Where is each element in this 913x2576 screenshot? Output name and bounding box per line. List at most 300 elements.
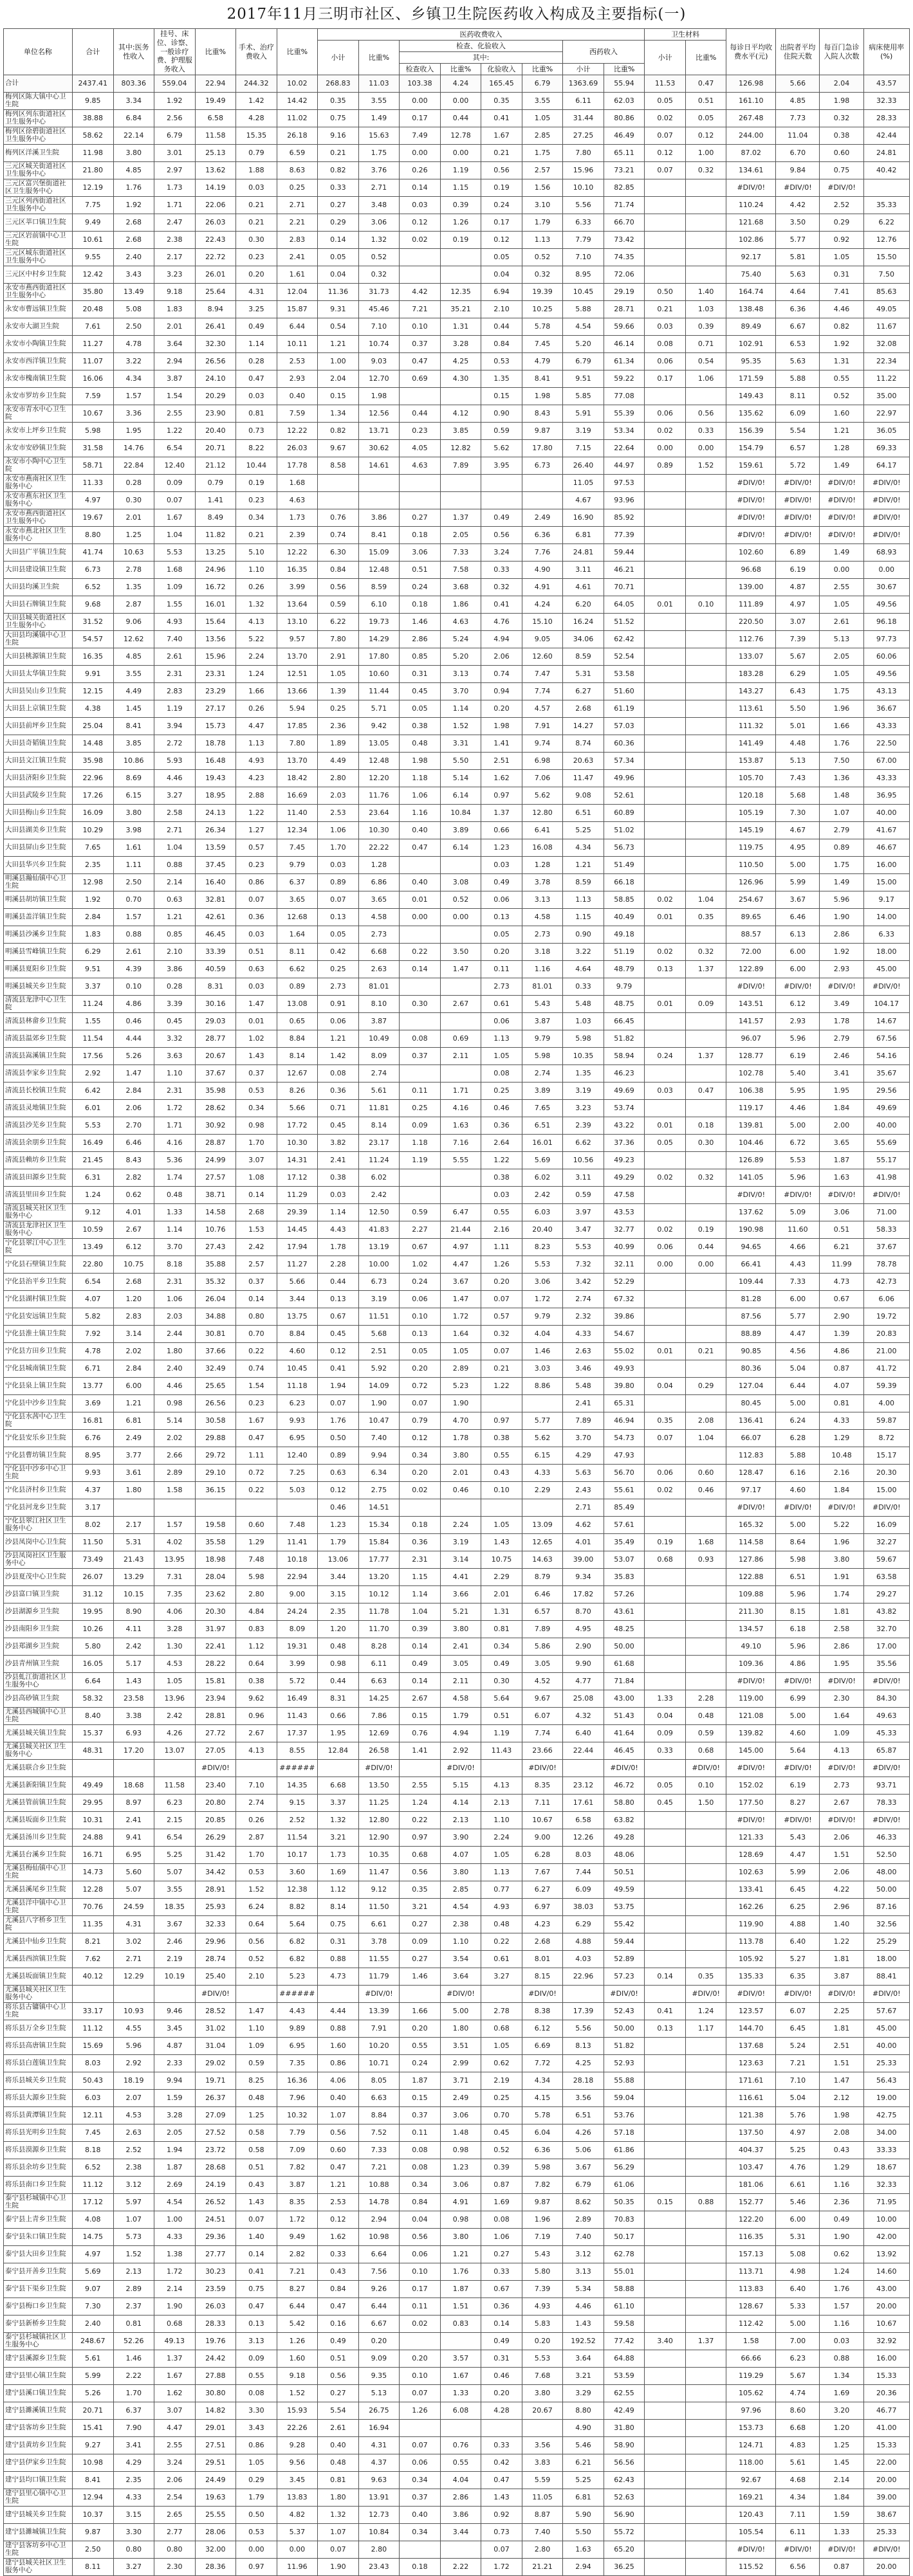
value-cell: 3.13 bbox=[563, 2263, 604, 2281]
value-cell: 6.00 bbox=[776, 944, 820, 961]
value-cell: 9.87 bbox=[522, 2194, 563, 2211]
value-cell: 0.40 bbox=[277, 388, 317, 405]
value-cell: 13.64 bbox=[277, 596, 317, 614]
value-cell: 4.15 bbox=[522, 2090, 563, 2107]
table-row bbox=[4, 214, 910, 232]
value-cell: 183.28 bbox=[726, 666, 776, 683]
value-cell: 6.57 bbox=[776, 440, 820, 457]
value-cell bbox=[154, 1499, 195, 1517]
value-cell: 4.54 bbox=[440, 1899, 481, 1916]
value-cell: 28.87 bbox=[195, 1135, 235, 1152]
value-cell: 5.67 bbox=[776, 2368, 820, 2385]
value-cell: 139.00 bbox=[726, 579, 776, 596]
value-cell: 5.97 bbox=[113, 2194, 154, 2211]
value-cell: 112.42 bbox=[726, 2316, 776, 2333]
table-row bbox=[4, 683, 910, 700]
value-cell: 10.67 bbox=[863, 2316, 909, 2333]
value-cell bbox=[686, 2437, 726, 2454]
value-cell: 2.69 bbox=[154, 2177, 195, 2194]
value-cell: 0.49 bbox=[235, 318, 277, 336]
value-cell bbox=[645, 1899, 686, 1916]
value-cell: 3.56 bbox=[522, 2437, 563, 2454]
value-cell: 5.68 bbox=[776, 787, 820, 805]
table-row bbox=[4, 2263, 910, 2281]
value-cell: 7.30 bbox=[776, 805, 820, 822]
value-cell: 9.03 bbox=[358, 353, 399, 370]
value-cell: 1.57 bbox=[113, 388, 154, 405]
value-cell: 0.03 bbox=[645, 318, 686, 336]
value-cell: 4.53 bbox=[113, 2107, 154, 2124]
value-cell: 0.59 bbox=[399, 1204, 440, 1221]
value-cell: 30.81 bbox=[195, 1326, 235, 1343]
value-cell: 20.85 bbox=[195, 1812, 235, 1829]
value-cell: 1.57 bbox=[154, 1517, 195, 1534]
value-cell: 25.04 bbox=[72, 718, 113, 735]
value-cell: 1.13 bbox=[235, 735, 277, 753]
value-cell: 3.55 bbox=[154, 1881, 195, 1899]
value-cell: 58.88 bbox=[604, 2281, 645, 2298]
value-cell bbox=[686, 2298, 726, 2316]
value-cell: 2.25 bbox=[820, 2003, 863, 2020]
value-cell: 11.54 bbox=[277, 1829, 317, 1847]
value-cell bbox=[399, 492, 440, 509]
value-cell bbox=[645, 2298, 686, 2316]
value-cell: 2.58 bbox=[820, 1621, 863, 1638]
value-cell: 0.14 bbox=[481, 2316, 522, 2333]
value-cell: 0.34 bbox=[399, 2472, 440, 2489]
value-cell: 0.56 bbox=[235, 1933, 277, 1951]
value-cell: 6.03 bbox=[72, 2090, 113, 2107]
value-cell: 11.78 bbox=[358, 1603, 399, 1621]
unit-name-cell: 泰宁县新桥乡卫生院 bbox=[4, 2316, 73, 2333]
value-cell: 139.82 bbox=[726, 1725, 776, 1742]
table-row bbox=[4, 718, 910, 735]
value-cell: 0.45 bbox=[317, 1117, 358, 1135]
value-cell: 0.49 bbox=[820, 2211, 863, 2229]
value-cell: 5.46 bbox=[563, 2437, 604, 2454]
unit-name-cell: 尤溪县西城镇中心卫生院 bbox=[4, 1708, 73, 1725]
value-cell: 0.29 bbox=[235, 2472, 277, 2489]
value-cell: 10.84 bbox=[358, 2524, 399, 2541]
value-cell bbox=[686, 2281, 726, 2298]
table-row bbox=[4, 1187, 910, 1204]
value-cell: 49.96 bbox=[604, 770, 645, 787]
value-cell: 5.43 bbox=[776, 1829, 820, 1847]
value-cell bbox=[235, 1499, 277, 1517]
table-row bbox=[4, 666, 910, 683]
value-cell: 6.40 bbox=[563, 1725, 604, 1742]
value-cell: 7.74 bbox=[522, 683, 563, 700]
value-cell bbox=[686, 1187, 726, 1204]
table-row bbox=[4, 1708, 910, 1725]
value-cell: 0.91 bbox=[317, 996, 358, 1013]
value-cell: 56.73 bbox=[604, 839, 645, 857]
value-cell: 1.34 bbox=[820, 2368, 863, 2385]
value-cell: 2.30 bbox=[820, 1690, 863, 1708]
value-cell: 0.52 bbox=[440, 891, 481, 909]
value-cell bbox=[686, 1881, 726, 1899]
value-cell: 13.07 bbox=[154, 1742, 195, 1760]
value-cell: 8.35 bbox=[277, 2194, 317, 2211]
value-cell: 2.67 bbox=[235, 1725, 277, 1742]
value-cell: 65.31 bbox=[604, 1395, 645, 1412]
value-cell: 3.24 bbox=[154, 2454, 195, 2472]
value-cell: #DIV/0! bbox=[820, 1673, 863, 1690]
value-cell: 6.52 bbox=[72, 579, 113, 596]
table-row bbox=[4, 2402, 910, 2420]
value-cell: 1.20 bbox=[113, 1291, 154, 1308]
value-cell: 7.10 bbox=[235, 1777, 277, 1795]
value-cell: 2.64 bbox=[481, 1135, 522, 1152]
value-cell: 30.23 bbox=[195, 2263, 235, 2281]
value-cell: 3.65 bbox=[277, 891, 317, 909]
value-cell: 0.84 bbox=[317, 562, 358, 579]
value-cell: 3.87 bbox=[277, 2177, 317, 2194]
value-cell: 4.43 bbox=[776, 1256, 820, 1274]
value-cell: 144.70 bbox=[726, 2020, 776, 2038]
value-cell: 0.37 bbox=[399, 336, 440, 353]
header-drug-subtotal: 小计 bbox=[563, 64, 604, 75]
value-cell: 102.78 bbox=[726, 1065, 776, 1082]
value-cell: 1.41 bbox=[399, 1742, 440, 1760]
value-cell: 7.74 bbox=[522, 1725, 563, 1742]
value-cell: 1.78 bbox=[317, 1239, 358, 1256]
unit-name-cell: 沙县夏茂中心卫生院 bbox=[4, 1569, 73, 1586]
table-row bbox=[4, 1534, 910, 1551]
value-cell: 6.89 bbox=[776, 544, 820, 562]
table-row bbox=[4, 700, 910, 718]
unit-name-cell: 将乐县南口乡卫生院 bbox=[4, 2177, 73, 2194]
value-cell: 0.38 bbox=[399, 718, 440, 735]
header-ratio-6: 比重% bbox=[604, 64, 645, 75]
value-cell: 0.52 bbox=[358, 249, 399, 266]
value-cell: 267.48 bbox=[726, 110, 776, 127]
value-cell: 0.97 bbox=[481, 787, 522, 805]
value-cell: 20.29 bbox=[195, 388, 235, 405]
value-cell: 25.64 bbox=[195, 284, 235, 301]
value-cell: 1.47 bbox=[440, 1291, 481, 1308]
value-cell: 6.54 bbox=[72, 1274, 113, 1291]
value-cell: 52.50 bbox=[863, 1847, 909, 1864]
value-cell: 1.46 bbox=[399, 1968, 440, 1986]
value-cell: 1.46 bbox=[399, 614, 440, 631]
value-cell: 4.24 bbox=[440, 75, 481, 93]
value-cell: 6.73 bbox=[522, 457, 563, 475]
value-cell: 60.89 bbox=[604, 805, 645, 822]
value-cell bbox=[686, 579, 726, 596]
value-cell: 6.25 bbox=[776, 1899, 820, 1916]
value-cell: 6.70 bbox=[776, 145, 820, 162]
table-row bbox=[4, 2281, 910, 2298]
value-cell: 2.61 bbox=[113, 944, 154, 961]
value-cell: #DIV/0! bbox=[863, 1673, 909, 1690]
unit-name-cell: 宁化县湖村镇卫生院 bbox=[4, 1291, 73, 1308]
value-cell: 10.47 bbox=[358, 1412, 399, 1430]
value-cell: 30.58 bbox=[195, 1412, 235, 1430]
value-cell: 0.47 bbox=[235, 370, 277, 388]
value-cell: 11.81 bbox=[358, 1100, 399, 1117]
value-cell: 0.00 bbox=[440, 93, 481, 110]
value-cell: 14.58 bbox=[195, 1204, 235, 1221]
value-cell: 2.57 bbox=[235, 1256, 277, 1274]
value-cell: 12.67 bbox=[277, 1065, 317, 1082]
value-cell: 12.62 bbox=[113, 631, 154, 648]
value-cell: 1.92 bbox=[113, 197, 154, 214]
value-cell: 1.06 bbox=[317, 822, 358, 839]
value-cell bbox=[645, 2524, 686, 2541]
value-cell: 0.21 bbox=[481, 1360, 522, 1378]
value-cell: 28.04 bbox=[195, 1569, 235, 1586]
report-sheet bbox=[3, 0, 910, 2576]
value-cell: 0.68 bbox=[645, 1551, 686, 1569]
value-cell: 12.04 bbox=[277, 284, 317, 301]
value-cell: 1.26 bbox=[399, 2402, 440, 2420]
value-cell: 3.80 bbox=[440, 1864, 481, 1881]
value-cell bbox=[686, 978, 726, 996]
value-cell: 4.48 bbox=[776, 735, 820, 753]
value-cell: 12.73 bbox=[358, 2507, 399, 2524]
value-cell: #DIV/0! bbox=[820, 1187, 863, 1204]
value-cell bbox=[686, 2316, 726, 2333]
value-cell: 5.24 bbox=[776, 2038, 820, 2055]
value-cell bbox=[645, 1603, 686, 1621]
value-cell: 1.73 bbox=[154, 179, 195, 197]
value-cell: 4.16 bbox=[154, 1135, 195, 1152]
value-cell: 0.03 bbox=[235, 179, 277, 197]
value-cell: 22.94 bbox=[195, 75, 235, 93]
value-cell: 1.43 bbox=[563, 2316, 604, 2333]
value-cell: 1.25 bbox=[113, 527, 154, 544]
value-cell: 19.73 bbox=[358, 614, 399, 631]
table-row bbox=[4, 753, 910, 770]
value-cell: 20.30 bbox=[863, 1465, 909, 1482]
value-cell: #DIV/0! bbox=[440, 1986, 481, 2003]
value-cell: 1.92 bbox=[820, 944, 863, 961]
value-cell: 66.07 bbox=[726, 1430, 776, 1447]
value-cell: 0.49 bbox=[481, 874, 522, 891]
value-cell: 6.33 bbox=[563, 214, 604, 232]
value-cell: 5.78 bbox=[522, 318, 563, 336]
value-cell: 165.32 bbox=[726, 1517, 776, 1534]
value-cell bbox=[686, 214, 726, 232]
value-cell: 10.11 bbox=[277, 336, 317, 353]
value-cell bbox=[686, 249, 726, 266]
value-cell: 0.18 bbox=[399, 596, 440, 614]
value-cell: #DIV/0! bbox=[726, 1986, 776, 2003]
value-cell: 7.30 bbox=[72, 2298, 113, 2316]
value-cell: 71.84 bbox=[604, 1673, 645, 1690]
value-cell: 32.33 bbox=[863, 93, 909, 110]
value-cell: 11.60 bbox=[776, 1221, 820, 1239]
value-cell: 248.67 bbox=[72, 2333, 113, 2350]
value-cell: 16.72 bbox=[195, 579, 235, 596]
header-inspect-income: 检查收入 bbox=[399, 64, 440, 75]
value-cell: 0.45 bbox=[481, 2124, 522, 2142]
value-cell: 2.97 bbox=[154, 162, 195, 179]
value-cell: 4.33 bbox=[113, 2489, 154, 2507]
value-cell: 0.81 bbox=[481, 1621, 522, 1638]
value-cell: 6.81 bbox=[563, 2489, 604, 2507]
value-cell: 10.75 bbox=[113, 1256, 154, 1274]
value-cell: 1.06 bbox=[686, 370, 726, 388]
value-cell: 0.20 bbox=[399, 1360, 440, 1378]
table-row bbox=[4, 1638, 910, 1656]
value-cell: 244.00 bbox=[726, 127, 776, 145]
value-cell: 0.75 bbox=[235, 2281, 277, 2298]
value-cell: 0.87 bbox=[820, 1360, 863, 1378]
value-cell: 0.24 bbox=[399, 579, 440, 596]
value-cell: 54.16 bbox=[863, 1048, 909, 1065]
value-cell: 16.00 bbox=[863, 2350, 909, 2368]
value-cell: 7.67 bbox=[522, 1864, 563, 1881]
value-cell: 1.05 bbox=[235, 2454, 277, 2472]
value-cell: 1.52 bbox=[440, 718, 481, 735]
value-cell: 24.24 bbox=[277, 1603, 317, 1621]
value-cell bbox=[440, 926, 481, 944]
value-cell: 5.68 bbox=[358, 1326, 399, 1343]
value-cell: 1.27 bbox=[235, 822, 277, 839]
value-cell: 5.15 bbox=[440, 1777, 481, 1795]
table-row bbox=[4, 457, 910, 475]
value-cell: 5.43 bbox=[522, 2246, 563, 2263]
value-cell: 1.05 bbox=[481, 2038, 522, 2055]
unit-name-cell: 清流县嵩溪镇卫生院 bbox=[4, 1048, 73, 1065]
value-cell: 1.24 bbox=[820, 2263, 863, 2281]
value-cell: 126.98 bbox=[726, 75, 776, 93]
value-cell: 0.04 bbox=[399, 2211, 440, 2229]
value-cell: 0.64 bbox=[235, 1916, 277, 1933]
value-cell: 15.33 bbox=[863, 2437, 909, 2454]
value-cell: 4.82 bbox=[277, 2507, 317, 2524]
value-cell: 15.84 bbox=[358, 1534, 399, 1551]
header-per-bed: 出院者平均住院天数 bbox=[776, 29, 820, 75]
value-cell: #DIV/0! bbox=[776, 2541, 820, 2559]
value-cell: 0.15 bbox=[399, 1708, 440, 1725]
value-cell: 0.12 bbox=[317, 1343, 358, 1360]
value-cell: 26.04 bbox=[195, 1291, 235, 1308]
value-cell: 152.02 bbox=[726, 1777, 776, 1795]
value-cell: 29.03 bbox=[195, 1013, 235, 1030]
value-cell bbox=[645, 1916, 686, 1933]
value-cell bbox=[440, 1187, 481, 1204]
value-cell: 3.10 bbox=[522, 197, 563, 214]
value-cell: 7.33 bbox=[358, 2142, 399, 2159]
value-cell: 4.86 bbox=[113, 996, 154, 1013]
value-cell: 6.47 bbox=[440, 1204, 481, 1221]
value-cell: 0.89 bbox=[317, 1447, 358, 1465]
value-cell: 4.90 bbox=[563, 2420, 604, 2437]
value-cell: 2.01 bbox=[481, 1586, 522, 1603]
value-cell: 113.61 bbox=[726, 700, 776, 718]
value-cell: 1.98 bbox=[481, 718, 522, 735]
table-row bbox=[4, 1829, 910, 1847]
value-cell: 0.38 bbox=[235, 1673, 277, 1690]
value-cell: 3.50 bbox=[440, 944, 481, 961]
value-cell: 8.09 bbox=[358, 1048, 399, 1065]
value-cell: 3.43 bbox=[113, 266, 154, 284]
value-cell: 5.72 bbox=[776, 457, 820, 475]
value-cell: 2.83 bbox=[113, 1308, 154, 1326]
value-cell: 1.10 bbox=[235, 562, 277, 579]
value-cell: 3.15 bbox=[317, 1586, 358, 1603]
value-cell: 0.01 bbox=[235, 1013, 277, 1030]
value-cell: 0.25 bbox=[481, 2090, 522, 2107]
value-cell: 59.87 bbox=[863, 1412, 909, 1430]
unit-name-cell: 沙县凤岗中心卫生院 bbox=[4, 1534, 73, 1551]
value-cell: 4.88 bbox=[776, 1916, 820, 1933]
value-cell: 26.75 bbox=[358, 2402, 399, 2420]
value-cell: 2.19 bbox=[481, 2072, 522, 2090]
value-cell: 2.86 bbox=[820, 926, 863, 944]
value-cell: #DIV/0! bbox=[604, 1760, 645, 1777]
value-cell: 46.49 bbox=[604, 127, 645, 145]
value-cell: 112.76 bbox=[726, 631, 776, 648]
value-cell: 1.13 bbox=[522, 232, 563, 249]
value-cell bbox=[645, 666, 686, 683]
value-cell: 0.08 bbox=[399, 2142, 440, 2159]
value-cell: 0.56 bbox=[399, 2229, 440, 2246]
value-cell: 31.04 bbox=[195, 2038, 235, 2055]
table-row bbox=[4, 1169, 910, 1187]
value-cell: 6.34 bbox=[358, 1465, 399, 1482]
value-cell: 11.33 bbox=[72, 475, 113, 492]
value-cell bbox=[645, 544, 686, 562]
value-cell: #DIV/0! bbox=[686, 1986, 726, 2003]
value-cell: 7.10 bbox=[563, 249, 604, 266]
value-cell: 1.16 bbox=[820, 2177, 863, 2194]
value-cell: 1.05 bbox=[481, 1048, 522, 1065]
value-cell: 128.67 bbox=[726, 2298, 776, 2316]
value-cell: 2.13 bbox=[481, 1795, 522, 1812]
value-cell: 2.31 bbox=[154, 666, 195, 683]
value-cell: 45.33 bbox=[863, 1725, 909, 1742]
value-cell: 2.72 bbox=[154, 735, 195, 753]
value-cell: 4.66 bbox=[776, 1239, 820, 1256]
value-cell: 11.54 bbox=[72, 1030, 113, 1048]
table-row bbox=[4, 197, 910, 214]
value-cell: 29.01 bbox=[195, 2420, 235, 2437]
value-cell: 14.35 bbox=[277, 1777, 317, 1795]
value-cell: 5.46 bbox=[776, 2194, 820, 2211]
header-bed-usage: 病床使用率(%) bbox=[863, 29, 909, 75]
value-cell: 2.92 bbox=[72, 1065, 113, 1082]
header-of-which: 其中: bbox=[399, 52, 562, 64]
value-cell: 29.56 bbox=[863, 1082, 909, 1100]
value-cell: 164.74 bbox=[726, 284, 776, 301]
value-cell: 119.90 bbox=[726, 1916, 776, 1933]
value-cell: 0.59 bbox=[317, 596, 358, 614]
value-cell bbox=[686, 2507, 726, 2524]
value-cell bbox=[686, 926, 726, 944]
value-cell: 15.41 bbox=[72, 2420, 113, 2437]
value-cell: 4.55 bbox=[113, 2020, 154, 2038]
value-cell: 2.04 bbox=[820, 75, 863, 93]
value-cell: 0.23 bbox=[235, 1395, 277, 1412]
value-cell: 7.76 bbox=[522, 544, 563, 562]
value-cell: 7.45 bbox=[72, 2124, 113, 2142]
value-cell: 5.91 bbox=[563, 405, 604, 423]
value-cell: 65.20 bbox=[604, 2541, 645, 2559]
value-cell: 5.53 bbox=[522, 1256, 563, 1274]
value-cell bbox=[686, 648, 726, 666]
header-drug-group: 医药收费收入 bbox=[317, 29, 644, 41]
value-cell: 1.23 bbox=[481, 839, 522, 857]
value-cell: 56.43 bbox=[863, 2072, 909, 2090]
value-cell: 42.73 bbox=[863, 1274, 909, 1291]
value-cell: 17.94 bbox=[277, 1239, 317, 1256]
value-cell: 12.48 bbox=[358, 753, 399, 770]
value-cell: 10.60 bbox=[358, 666, 399, 683]
